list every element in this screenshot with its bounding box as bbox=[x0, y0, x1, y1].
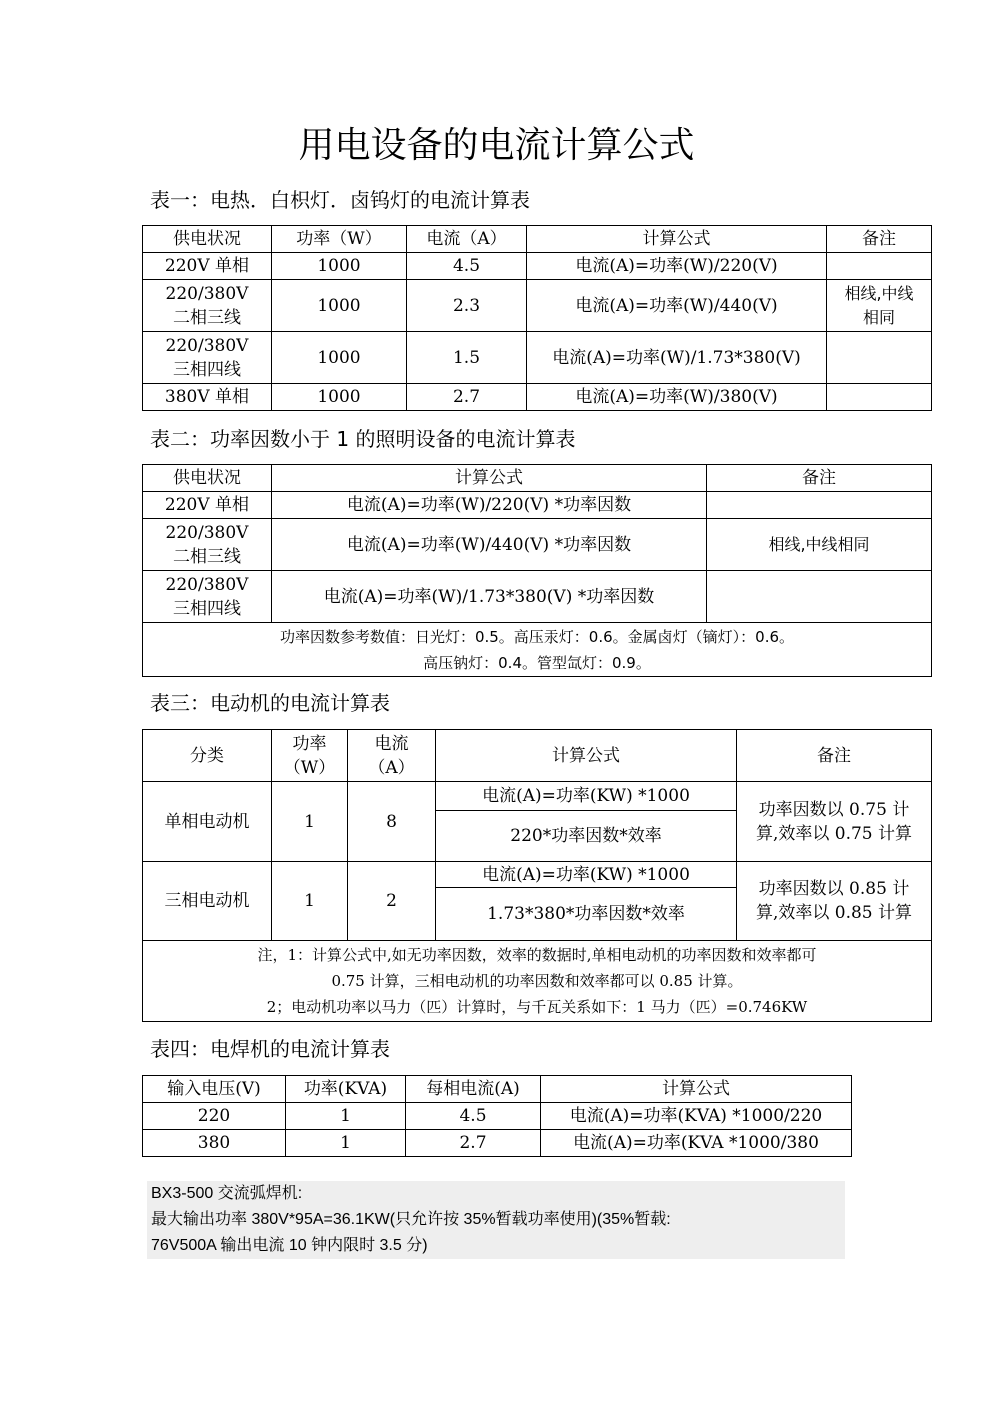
note-cell bbox=[827, 384, 932, 411]
power-header-line-1: 功率 bbox=[292, 733, 327, 754]
table3-header-power bbox=[272, 730, 348, 782]
welder-note-line-3: 76V500A 输出电流 10 钟内限时 3.5 分) bbox=[151, 1237, 428, 1254]
current-cell: 8 bbox=[348, 782, 436, 862]
current-header-line-2: （A） bbox=[368, 757, 415, 778]
table4-header-voltage: 输入电压(V) bbox=[143, 1076, 286, 1103]
note-cell bbox=[707, 571, 932, 623]
table-row bbox=[143, 1130, 852, 1157]
table-row bbox=[143, 862, 932, 888]
voltage-cell: 220 bbox=[143, 1103, 286, 1130]
page-title: 用电设备的电流计算公式 bbox=[298, 125, 695, 166]
formula-cell: 电流(A)=功率(KVA) *1000/220 bbox=[541, 1103, 852, 1130]
table3-header-current bbox=[348, 730, 436, 782]
supply-line-2: 二相三线 bbox=[173, 546, 241, 567]
current-cell: 1.5 bbox=[407, 332, 527, 384]
supply-line-1: 220/380V bbox=[165, 283, 249, 304]
current-cell: 4.5 bbox=[407, 253, 527, 280]
note-line-1: 相线,中线 bbox=[844, 283, 914, 303]
table2-header-note: 备注 bbox=[707, 465, 932, 492]
table2-caption: 表二：功率因数小于 1 的照明设备的电流计算表 bbox=[150, 427, 576, 451]
formula-cell: 电流(A)=功率(W)/220(V) *功率因数 bbox=[272, 492, 707, 519]
formula-bottom-cell: 1.73*380*功率因数*效率 bbox=[436, 888, 737, 941]
table-row bbox=[143, 782, 932, 811]
formula-top-cell: 电流(A)=功率(KW) *1000 bbox=[436, 862, 737, 888]
footnote-line-2: 0.75 计算，三相电动机的功率因数和效率都可以 0.85 计算。 bbox=[331, 972, 743, 990]
supply-cell bbox=[143, 571, 272, 623]
table3-footnote bbox=[143, 941, 932, 1022]
supply-line-1: 220/380V bbox=[165, 335, 249, 356]
note-cell bbox=[737, 862, 932, 941]
table-row bbox=[143, 492, 932, 519]
table1 bbox=[142, 225, 932, 411]
table4-caption: 表四：电焊机的电流计算表 bbox=[150, 1037, 390, 1061]
table4-header-power: 功率(KVA) bbox=[286, 1076, 406, 1103]
power-cell: 1 bbox=[272, 862, 348, 941]
table-row bbox=[143, 280, 932, 332]
table2-header-supply: 供电状况 bbox=[143, 465, 272, 492]
supply-line-2: 三相四线 bbox=[173, 598, 241, 619]
formula-cell: 电流(A)=功率(W)/220(V) bbox=[527, 253, 827, 280]
table1-header-note: 备注 bbox=[827, 226, 932, 253]
power-cell: 1000 bbox=[272, 253, 407, 280]
formula-cell: 电流(A)=功率(W)/440(V) bbox=[527, 280, 827, 332]
voltage-cell: 380 bbox=[143, 1130, 286, 1157]
table2-header-row bbox=[143, 465, 932, 492]
table3-header-row bbox=[143, 730, 932, 782]
welder-note bbox=[147, 1181, 845, 1259]
power-cell: 1 bbox=[286, 1130, 406, 1157]
note-line-2: 算,效率以 0.85 计算 bbox=[755, 903, 913, 923]
note-cell bbox=[827, 280, 932, 332]
table3 bbox=[142, 729, 932, 1022]
supply-cell bbox=[143, 280, 272, 332]
formula-cell: 电流(A)=功率(KVA *1000/380 bbox=[541, 1130, 852, 1157]
table-row bbox=[143, 1103, 852, 1130]
table1-header-supply: 供电状况 bbox=[143, 226, 272, 253]
formula-top-cell: 电流(A)=功率(KW) *1000 bbox=[436, 782, 737, 811]
table3-header-formula: 计算公式 bbox=[436, 730, 737, 782]
note-line-1: 功率因数以 0.85 计 bbox=[758, 879, 910, 899]
footnote-line-1: 功率因数参考数值：日光灯：0.5。高压汞灯：0.6。金属卤灯（镝灯）：0.6。 bbox=[279, 627, 795, 646]
table4-header-row bbox=[143, 1076, 852, 1103]
table1-header-formula: 计算公式 bbox=[527, 226, 827, 253]
table2 bbox=[142, 464, 932, 677]
supply-line-1: 220/380V bbox=[165, 522, 249, 543]
power-header-line-2: （W） bbox=[283, 757, 336, 778]
footnote-line-1: 注，1：计算公式中,如无功率因数，效率的数据时,单相电动机的功率因数和效率都可 bbox=[257, 946, 817, 964]
power-cell: 1000 bbox=[272, 384, 407, 411]
supply-line-1: 220/380V bbox=[165, 574, 249, 595]
table4 bbox=[142, 1075, 852, 1157]
formula-cell: 电流(A)=功率(W)/1.73*380(V) bbox=[527, 332, 827, 384]
note-cell bbox=[737, 782, 932, 862]
table1-caption: 表一：电热．白枳灯．卤钨灯的电流计算表 bbox=[150, 188, 530, 212]
footnote-line-3: 2；电动机功率以马力（匹）计算时，与千瓦关系如下：1 马力（匹）=0.746KW bbox=[266, 998, 808, 1016]
table-row bbox=[143, 253, 932, 280]
table1-header-power: 功率（W） bbox=[272, 226, 407, 253]
table4-header-current: 每相电流(A) bbox=[406, 1076, 541, 1103]
note-cell bbox=[827, 332, 932, 384]
formula-cell: 电流(A)=功率(W)/440(V) *功率因数 bbox=[272, 519, 707, 571]
current-cell: 2.3 bbox=[407, 280, 527, 332]
welder-note-line-1: BX3-500 交流弧焊机: bbox=[151, 1185, 303, 1202]
supply-cell bbox=[143, 519, 272, 571]
table1-header-row bbox=[143, 226, 932, 253]
welder-note-line-2: 最大输出功率 380V*95A=36.1KW(只允许按 35%暂载功率使用)(35%暂载: bbox=[151, 1211, 671, 1228]
power-cell: 1000 bbox=[272, 280, 407, 332]
supply-line-2: 三相四线 bbox=[173, 359, 241, 380]
table3-caption: 表三：电动机的电流计算表 bbox=[150, 691, 390, 715]
table3-footnote-row bbox=[143, 941, 932, 1022]
supply-cell: 220V 单相 bbox=[143, 253, 272, 280]
formula-bottom-cell: 220*功率因数*效率 bbox=[436, 811, 737, 862]
table3-header-type: 分类 bbox=[143, 730, 272, 782]
note-line-2: 算,效率以 0.75 计算 bbox=[755, 823, 913, 844]
power-cell: 1000 bbox=[272, 332, 407, 384]
supply-cell: 220V 单相 bbox=[143, 492, 272, 519]
note-line-1: 功率因数以 0.75 计 bbox=[758, 799, 910, 820]
table-row bbox=[143, 519, 932, 571]
supply-cell bbox=[143, 332, 272, 384]
note-cell bbox=[707, 492, 932, 519]
note-cell bbox=[827, 253, 932, 280]
power-cell: 1 bbox=[286, 1103, 406, 1130]
table-row bbox=[143, 571, 932, 623]
table3-header-note: 备注 bbox=[737, 730, 932, 782]
table2-footnote bbox=[143, 623, 932, 677]
table2-header-formula: 计算公式 bbox=[272, 465, 707, 492]
table1-header-current: 电流（A） bbox=[407, 226, 527, 253]
type-cell: 单相电动机 bbox=[143, 782, 272, 862]
current-cell: 4.5 bbox=[406, 1103, 541, 1130]
table2-footnote-row bbox=[143, 623, 932, 677]
footnote-line-2: 高压钠灯：0.4。管型氙灯：0.9。 bbox=[423, 653, 651, 672]
current-header-line-1: 电流 bbox=[374, 733, 409, 754]
table-row bbox=[143, 332, 932, 384]
note-cell: 相线,中线相同 bbox=[707, 519, 932, 571]
formula-cell: 电流(A)=功率(W)/380(V) bbox=[527, 384, 827, 411]
table-row bbox=[143, 384, 932, 411]
current-cell: 2 bbox=[348, 862, 436, 941]
supply-line-2: 二相三线 bbox=[173, 307, 241, 328]
table4-header-formula: 计算公式 bbox=[541, 1076, 852, 1103]
current-cell: 2.7 bbox=[406, 1130, 541, 1157]
type-cell: 三相电动机 bbox=[143, 862, 272, 941]
current-cell: 2.7 bbox=[407, 384, 527, 411]
supply-cell: 380V 单相 bbox=[143, 384, 272, 411]
power-cell: 1 bbox=[272, 782, 348, 862]
note-line-2: 相同 bbox=[862, 307, 895, 327]
formula-cell: 电流(A)=功率(W)/1.73*380(V) *功率因数 bbox=[272, 571, 707, 623]
